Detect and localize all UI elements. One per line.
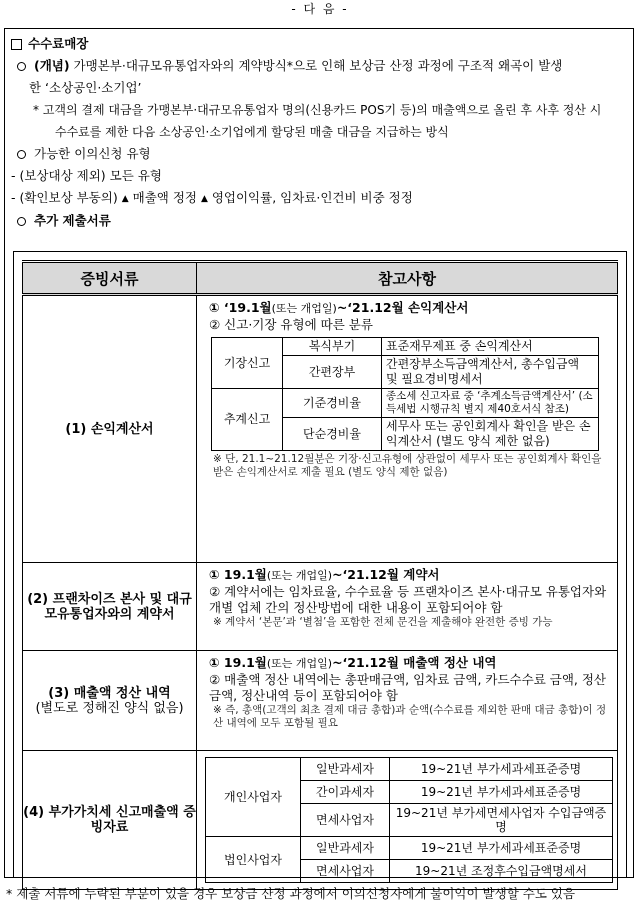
reference-cell: ① 19.1월(또는 개업일)~‘21.12월 매출액 정산 내역 ② 매출액 정산 내역에는 총판매금액, 임차료 금액, 카드수수료 금액, 정산금액, 정산내역 등이 포함되어야 함 ※ 즉, 총액(고객의 최초 결제 대금 총합)과 순액(수수료를 제외한 판매 대금 총합)이 정산 내역에 모두 포함될 필요 (197, 651, 618, 751)
triangle-bullet-icon: ▲ (121, 194, 129, 204)
note-text: ※ 즉, 총액(고객의 최초 결제 대금 총합)과 순액(수수료를 제외한 판매 대금 총합)이 정산 내역에 모두 포함될 필요 (213, 704, 607, 729)
circle-bullet-icon (17, 62, 26, 71)
objection-item: - (보상대상 제외) 모든 유형 (11, 168, 162, 183)
evidence-label: (1) 손익계산서 (23, 295, 197, 563)
tax-document-table: 개인사업자 일반과세자 19~21년 부가세과세표준증명 간이과세자 19~21년 부가세과세표준증명 면세사업자 19~21년 부가세면세사업자 수입금액증명 법인사업자 일반과세자 19~21년 부가세과세표준증명 면세사업자 19~21년 조정후수입금액명세서 (205, 757, 613, 883)
circle-bullet-icon (17, 150, 26, 159)
filing-type-table: 기장신고 복식부기 표준재무제표 중 손익계산서 간편장부 간편장부소득금액계산서, 총수입금액 및 필요경비명세서 추계신고 기준경비율 종소세 신고자료 중 ‘추계소득금액계산서’ (소득세법 시행규칙 별지 제40호서식 참조) 단순경비율 세무사 또는 공인회계사 확인을 받은 손익계산서 (별도 양식 제한 없음) (211, 337, 599, 451)
concept-label: (개념) (34, 58, 70, 73)
section-title: 수수료매장 (28, 36, 89, 51)
documents-table-frame (13, 251, 627, 877)
circle-bullet-icon (17, 217, 26, 226)
reference-cell: ① 19.1월(또는 개업일)~‘21.12월 계약서 ② 계약서에는 임차료율, 수수료율 등 프랜차이즈 본사·대규모 유통업자와 개별 업체 간의 정산방법에 대한 내용이 포함되어야 함 ※ 계약서 ‘본문’과 ‘별첨’을 포함한 전체 문건을 제출해야 완전한 증빙 가능 (197, 563, 618, 651)
page-header: - 다 음 - (291, 2, 349, 16)
table-row (23, 751, 618, 890)
concept-footnote: * 고객의 결제 대금을 가맹본부·대규모유통업자 명의(신용카드 POS기 등)의 매출액으로 올린 후 사후 정산 시 (33, 103, 602, 117)
col-header-evidence: 증빙서류 (23, 262, 197, 295)
triangle-bullet-icon: ▲ (200, 194, 208, 204)
reference-cell: ① ‘19.1월(또는 개업일)~‘21.12월 손익계산서 ② 신고·기장 유형에 따른 분류 기장신고 복식부기 표준재무제표 중 손익계산서 간편장부 간편장부소득금액계산서, 총수입금액 및 필요경비명세서 추계신고 기준경비율 종소세 신고자료 중 ‘추계소득금액계산서’ (소득세법 시행규칙 별지 제40호서식 참조) 단순경비율 세무사 또는 공인회계사 확인을 받은 손익계산서 (별도 양식 제한 없음) ※ 단, 21.1~21.12월분은 기장·신고유형에 상관없이 세무사 또는 공인회계사 확인을 받은 손익계산서로 제출 필요 (별도 양식 제한 없음) (197, 295, 618, 563)
documents-table (22, 260, 618, 890)
notice-box (4, 28, 634, 878)
footer-note: * 제출 서류에 누락된 부분이 있을 경우 보상금 산정 과정에서 이의신청자에게 불이익이 발생할 수도 있음 (6, 886, 576, 901)
table-row (23, 295, 618, 563)
concept-text-cont: 한 ‘소상공인·소기업’ (29, 80, 142, 95)
docs-title: 추가 제출서류 (34, 213, 111, 228)
concept-footnote-cont: 수수료를 제한 다음 소상공인·소기업에게 할당된 매출 대금을 지급하는 방식 (55, 125, 449, 139)
table-row (23, 563, 618, 651)
intro-section (11, 33, 629, 232)
objection-title: 가능한 이의신청 유형 (34, 146, 151, 161)
checkbox-icon (11, 39, 22, 50)
concept-text: 가맹본부·대규모유통업자와의 계약방식*으로 인해 보상금 산정 과정에 구조적 왜곡이 발생 (69, 58, 563, 73)
reference-cell (197, 751, 618, 890)
table-row (23, 651, 618, 751)
evidence-label: (2) 프랜차이즈 본사 및 대규모유통업자와의 계약서 (23, 563, 197, 651)
evidence-label: (3) 매출액 정산 내역 (별도로 정해진 양식 없음) (23, 651, 197, 751)
objection-item: - (확인보상 부동의) ▲ 매출액 정정 ▲ 영업이익률, 임차료·인건비 비중 정정 (11, 190, 413, 205)
col-header-reference: 참고사항 (197, 262, 618, 295)
note-text: ※ 단, 21.1~21.12월분은 기장·신고유형에 상관없이 세무사 또는 공인회계사 확인을 받은 손익계산서로 제출 필요 (별도 양식 제한 없음) (213, 453, 602, 478)
note-text: ※ 계약서 ‘본문’과 ‘별첨’을 포함한 전체 문건을 제출해야 완전한 증빙 가능 (213, 616, 553, 628)
evidence-label: (4) 부가가치세 신고매출액 증빙자료 (23, 751, 197, 890)
